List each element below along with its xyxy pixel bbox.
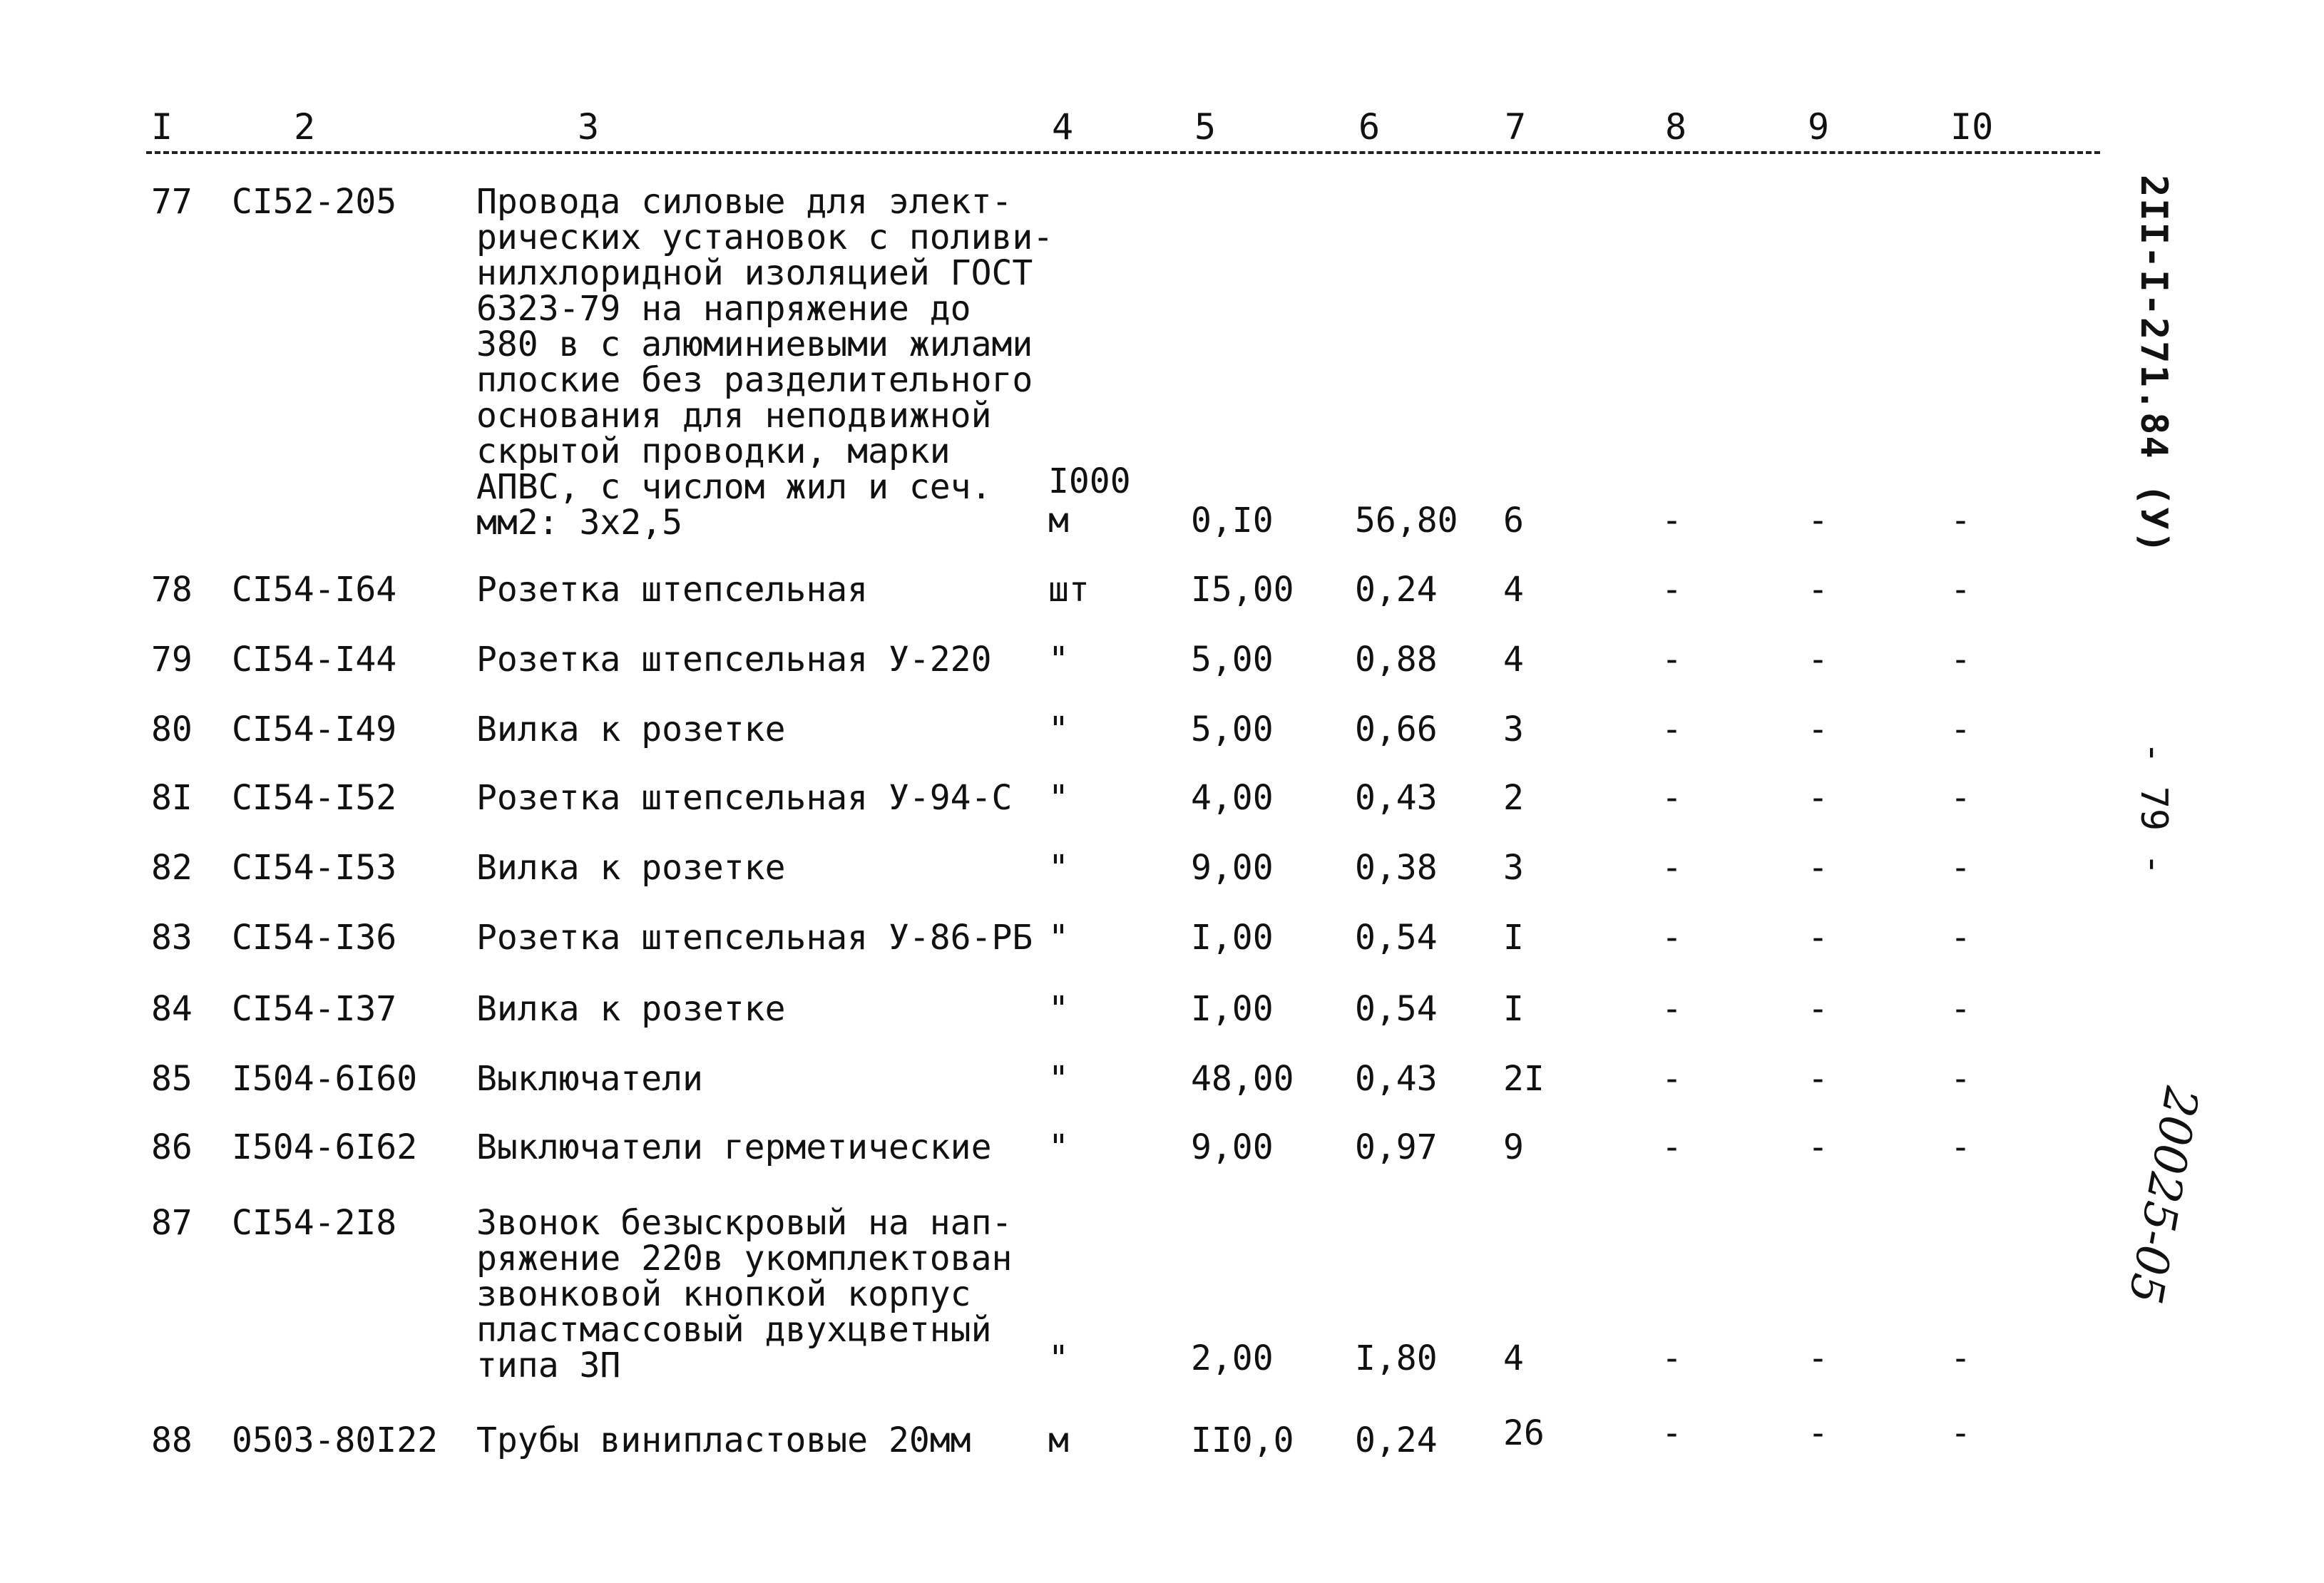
row-col6: 0,43 [1355,1059,1438,1099]
row-col7: 2 [1503,778,1524,818]
row-code: CI54-I37 [232,989,397,1029]
header-divider [146,151,2100,154]
row-unit: " [1048,989,1069,1029]
row-col7: 4 [1503,1338,1524,1378]
row-col6: I,80 [1355,1338,1438,1378]
row-col6: 0,43 [1355,778,1438,818]
col-header-4: 4 [1052,106,1074,148]
row-col8: - [1662,1059,1682,1099]
row-col9: - [1808,709,1828,749]
row-col7: 3 [1503,709,1524,749]
row-number: 80 [151,709,193,749]
row-unit: " [1048,848,1069,888]
row-number: 86 [151,1127,193,1167]
row-code: 0503-80I22 [232,1420,438,1460]
handwritten-inventory-number: 20025-05 [2117,1082,2208,1308]
row-unit: " [1048,918,1069,958]
row-unit: " [1048,640,1069,680]
col-header-2: 2 [294,106,316,148]
col-header-10: I0 [1950,106,1994,148]
row-col10: - [1950,848,1971,888]
row-col10: - [1950,501,1971,541]
row-col9: - [1808,778,1828,818]
row-unit: " [1048,1338,1069,1378]
row-col5: II0,0 [1191,1420,1294,1460]
row-col5: I,00 [1191,918,1274,958]
row-col9: - [1808,848,1828,888]
col-header-5: 5 [1194,106,1217,148]
row-col10: - [1950,989,1971,1029]
row-col9: - [1808,570,1828,610]
row-unit: м [1048,501,1069,541]
row-code: I504-6I62 [232,1127,418,1167]
row-col6: 0,54 [1355,989,1438,1029]
row-description: Звонок безыскровый на нап- ряжение 220в укомплектован звонковой кнопкой корпус пластмассовый двухцветный типа ЗП [476,1203,1013,1385]
row-col9: - [1808,989,1828,1029]
row-number: 82 [151,848,193,888]
row-col10: - [1950,778,1971,818]
row-col5: 9,00 [1191,848,1274,888]
row-code: CI54-I36 [232,918,397,958]
row-code: CI54-2I8 [232,1203,397,1243]
row-number: 79 [151,640,193,680]
row-col8: - [1662,918,1682,958]
row-col7: I [1503,989,1524,1029]
row-col8: - [1662,501,1682,541]
row-col8: - [1662,989,1682,1029]
row-col6: 0,24 [1355,1420,1438,1460]
row-col7: 6 [1503,501,1524,541]
row-quantity-base: I000 [1048,461,1131,501]
row-col10: - [1950,918,1971,958]
row-description: Выключатели герметические [476,1127,992,1167]
row-col7: 4 [1503,570,1524,610]
row-col9: - [1808,918,1828,958]
row-col8: - [1662,709,1682,749]
row-col10: - [1950,1127,1971,1167]
row-col9: - [1808,1413,1828,1453]
row-col6: 0,88 [1355,640,1438,680]
row-unit: " [1048,1059,1069,1099]
row-col10: - [1950,1059,1971,1099]
row-description: Провода силовые для элект- рических установок с поливи- нилхлоридной изоляцией ГОСТ 6323-79 на напряжение до 380 в с алюминиевыми жилами плоские без разделительного основания для неподвижной скрытой проводки, марки АПВС, с числом жил и сеч. мм2: 3х2,5 [476,182,1054,543]
row-col6: 56,80 [1355,501,1458,541]
row-col5: 9,00 [1191,1127,1274,1167]
row-description: Розетка штепсельная [476,570,869,610]
row-col10: - [1950,1413,1971,1453]
row-col6: 0,24 [1355,570,1438,610]
col-header-9: 9 [1808,106,1830,148]
row-description: Розетка штепсельная У-94-С [476,778,1013,818]
row-code: CI54-I53 [232,848,397,888]
row-col10: - [1950,570,1971,610]
row-description: Вилка к розетке [476,848,786,888]
row-unit: м [1048,1420,1069,1460]
document-code: 2II-I-271.84 (У) [2132,175,2175,555]
row-col9: - [1808,501,1828,541]
row-col5: 5,00 [1191,709,1274,749]
row-col9: - [1808,1059,1828,1099]
row-col6: 0,66 [1355,709,1438,749]
row-col9: - [1808,1338,1828,1378]
col-header-7: 7 [1505,106,1527,148]
row-description: Трубы винипластовые 20мм [476,1420,971,1460]
row-code: CI54-I52 [232,778,397,818]
row-unit: " [1048,1127,1069,1167]
row-col7: 4 [1503,640,1524,680]
row-code: CI54-I44 [232,640,397,680]
row-code: CI54-I64 [232,570,397,610]
row-description: Вилка к розетке [476,709,786,749]
row-unit: шт [1048,570,1090,610]
row-col6: 0,38 [1355,848,1438,888]
row-unit: " [1048,778,1069,818]
row-number: 77 [151,182,193,222]
row-col7: 3 [1503,848,1524,888]
row-number: 83 [151,918,193,958]
row-col8: - [1662,640,1682,680]
page-number: - 79 - [2132,742,2175,876]
row-description: Розетка штепсельная У-86-РБ [476,918,1033,958]
row-col10: - [1950,709,1971,749]
row-number: 85 [151,1059,193,1099]
row-col5: 2,00 [1191,1338,1274,1378]
row-col5: I5,00 [1191,570,1294,610]
row-col5: 4,00 [1191,778,1274,818]
row-col9: - [1808,1127,1828,1167]
row-col8: - [1662,1413,1682,1453]
row-col7: 9 [1503,1127,1524,1167]
row-number: 78 [151,570,193,610]
row-number: 88 [151,1420,193,1460]
row-col7: I [1503,918,1524,958]
row-col5: I,00 [1191,989,1274,1029]
col-header-6: 6 [1358,106,1381,148]
row-number: 84 [151,989,193,1029]
row-col5: 0,I0 [1191,501,1274,541]
row-code: I504-6I60 [232,1059,418,1099]
row-col7: 2I [1503,1059,1545,1099]
row-col6: 0,54 [1355,918,1438,958]
row-col6: 0,97 [1355,1127,1438,1167]
row-unit: " [1048,709,1069,749]
row-number: 87 [151,1203,193,1243]
row-col7: 26 [1503,1413,1545,1453]
row-col10: - [1950,1338,1971,1378]
row-number: 8I [151,778,193,818]
row-col10: - [1950,640,1971,680]
row-description: Выключатели [476,1059,703,1099]
row-col5: 48,00 [1191,1059,1294,1099]
row-col5: 5,00 [1191,640,1274,680]
row-col9: - [1808,640,1828,680]
row-code: CI52-205 [232,182,397,222]
row-description: Розетка штепсельная У-220 [476,640,992,680]
row-code: CI54-I49 [232,709,397,749]
row-col8: - [1662,570,1682,610]
col-header-1: I [151,106,173,148]
col-header-8: 8 [1665,106,1687,148]
col-header-3: 3 [578,106,600,148]
row-col8: - [1662,778,1682,818]
row-col8: - [1662,1338,1682,1378]
row-col8: - [1662,1127,1682,1167]
row-col8: - [1662,848,1682,888]
row-description: Вилка к розетке [476,989,786,1029]
